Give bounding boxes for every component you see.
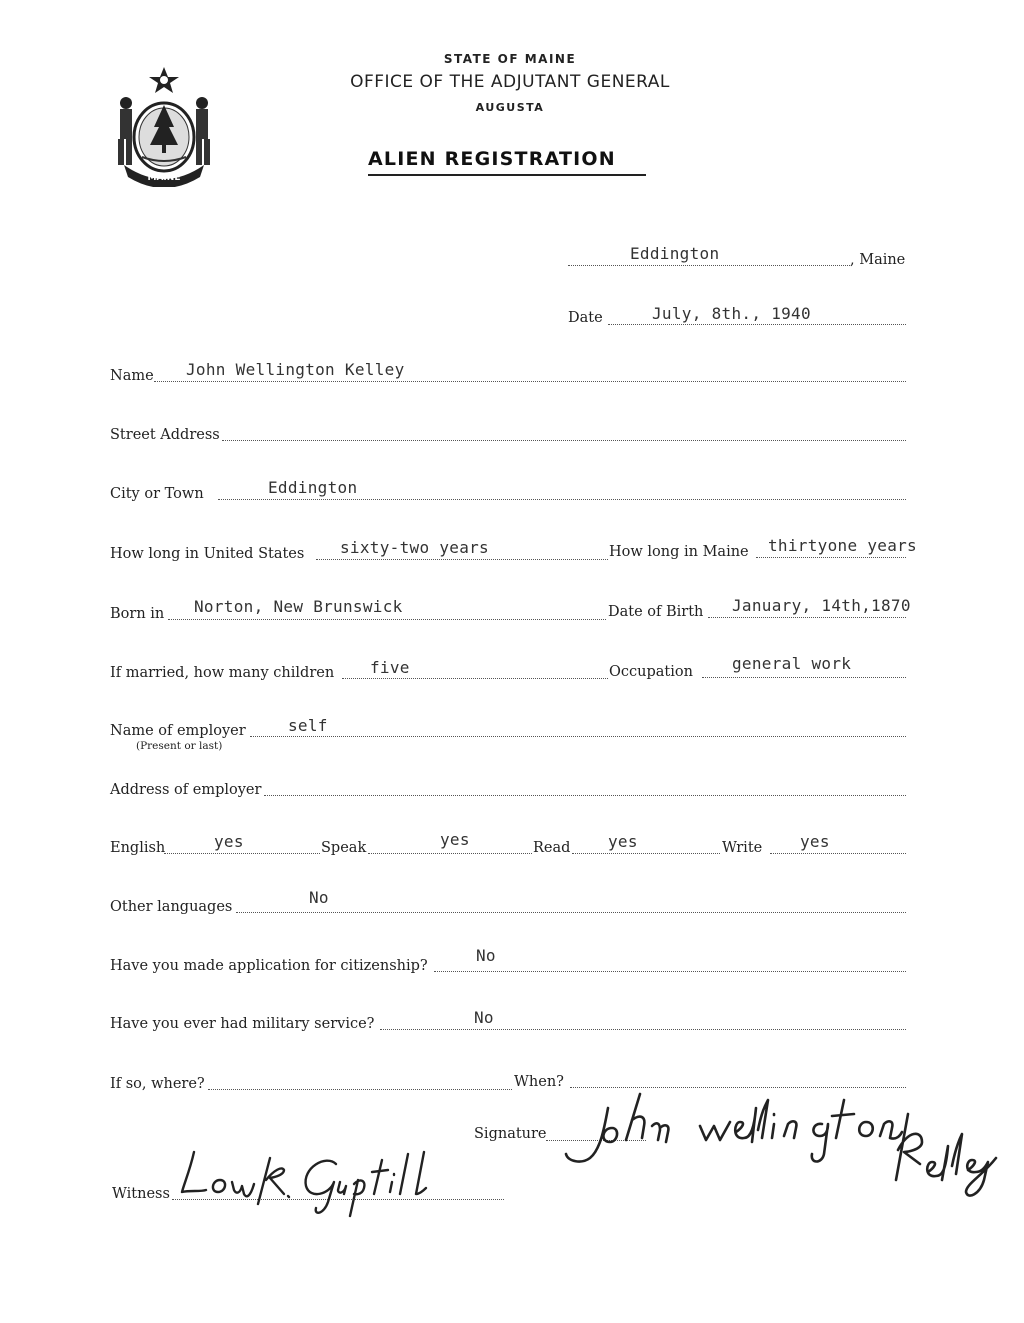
how-long-us-value: sixty-two years <box>340 538 489 557</box>
how-long-us-label: How long in United States <box>110 546 305 562</box>
read-label: Read <box>533 840 571 856</box>
city-heading: AUGUSTA <box>475 101 545 114</box>
maine-state-seal-icon <box>112 65 216 187</box>
how-long-maine-value: thirtyone years <box>768 536 917 555</box>
date-line <box>608 324 906 325</box>
signature-text: John wellington Kelley <box>560 1070 572 1071</box>
speak-line <box>368 853 532 854</box>
occupation-value: general work <box>732 654 852 673</box>
witness-label: Witness <box>112 1186 170 1202</box>
children-label: If married, how many children <box>110 665 335 681</box>
english-value: yes <box>214 832 244 851</box>
where-label: If so, where? <box>110 1076 205 1092</box>
read-value: yes <box>608 832 638 851</box>
form-title: ALIEN REGISTRATION <box>368 148 616 170</box>
seal-scroll-text: MAINE <box>147 173 181 183</box>
english-label: English <box>110 840 166 856</box>
write-line <box>770 853 906 854</box>
speak-label: Speak <box>321 840 367 856</box>
date-label: Date <box>568 310 603 326</box>
employer-sublabel: (Present or last) <box>136 740 223 752</box>
dob-label: Date of Birth <box>608 604 704 620</box>
children-value: five <box>370 658 410 677</box>
how-long-maine-label: How long in Maine <box>609 544 749 560</box>
name-value: John Wellington Kelley <box>186 360 405 379</box>
street-label: Street Address <box>110 427 220 443</box>
employer-address-label: Address of employer <box>110 782 262 798</box>
office-heading: OFFICE OF THE ADJUTANT GENERAL <box>350 72 670 92</box>
signature-label: Signature <box>474 1126 547 1142</box>
occupation-label: Occupation <box>609 664 693 680</box>
witness-signature <box>176 1140 446 1220</box>
english-line <box>164 853 320 854</box>
employer-label: Name of employer <box>110 723 246 739</box>
speak-value: yes <box>440 830 470 849</box>
name-label: Name <box>110 368 154 384</box>
witness-text: Lou K. Guptill <box>176 1140 184 1141</box>
other-languages-label: Other languages <box>110 899 233 915</box>
military-line <box>380 1029 906 1030</box>
write-value: yes <box>800 832 830 851</box>
title-underline <box>368 174 646 176</box>
born-in-value: Norton, New Brunswick <box>194 597 403 616</box>
dob-line <box>708 617 906 618</box>
town-value: Eddington <box>630 244 720 263</box>
occupation-line <box>702 677 906 678</box>
applicant-signature <box>560 1070 1020 1210</box>
employer-line <box>250 736 906 737</box>
where-line <box>208 1089 512 1090</box>
how-long-us-line <box>316 559 608 560</box>
citizenship-label: Have you made application for citizenship? <box>110 958 428 974</box>
dob-value: January, 14th,1870 <box>732 596 911 615</box>
street-line <box>222 440 906 441</box>
name-line <box>154 381 906 382</box>
write-label: Write <box>722 840 763 856</box>
born-in-line <box>168 619 606 620</box>
city-value: Eddington <box>268 478 358 497</box>
citizenship-line <box>434 971 906 972</box>
when-label: When? <box>514 1074 564 1090</box>
military-value: No <box>474 1008 494 1027</box>
employer-address-line <box>264 795 906 796</box>
employer-value: self <box>288 716 328 735</box>
town-line <box>568 265 850 266</box>
maine-label: , Maine <box>850 252 906 268</box>
children-line <box>342 678 608 679</box>
date-value: July, 8th., 1940 <box>652 304 811 323</box>
military-label: Have you ever had military service? <box>110 1016 375 1032</box>
how-long-maine-line <box>756 557 906 558</box>
state-heading: STATE OF MAINE <box>443 52 577 66</box>
other-languages-line <box>236 912 906 913</box>
born-in-label: Born in <box>110 606 165 622</box>
city-label: City or Town <box>110 486 204 502</box>
other-languages-value: No <box>309 888 329 907</box>
read-line <box>572 853 720 854</box>
city-line <box>218 499 906 500</box>
citizenship-value: No <box>476 946 496 965</box>
